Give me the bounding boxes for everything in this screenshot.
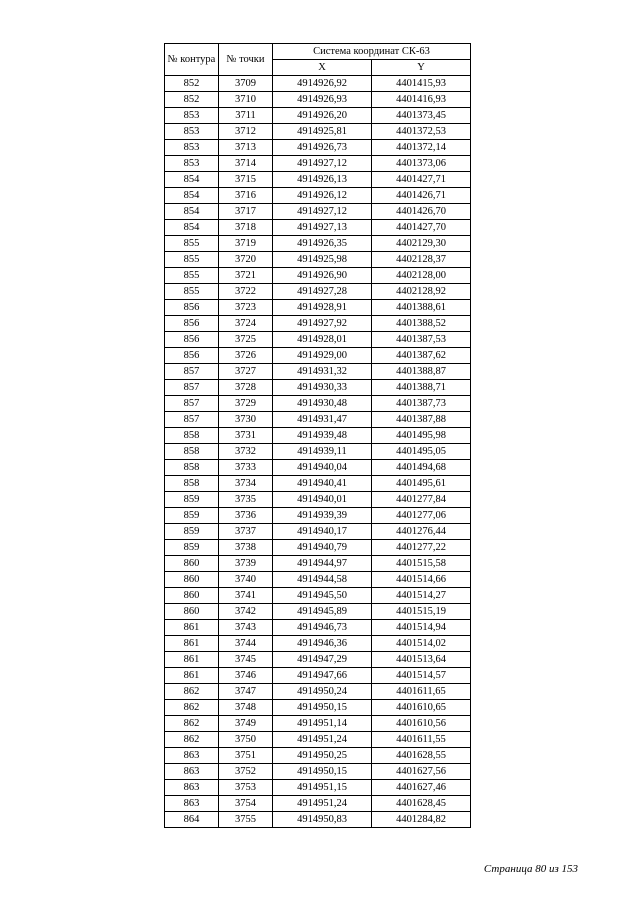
cell-x: 4914926,90 — [273, 268, 372, 284]
cell-y: 4401416,93 — [372, 92, 471, 108]
cell-point-number: 3711 — [219, 108, 273, 124]
cell-x: 4914950,25 — [273, 748, 372, 764]
cell-point-number: 3734 — [219, 476, 273, 492]
cell-y: 4401387,88 — [372, 412, 471, 428]
cell-x: 4914926,13 — [273, 172, 372, 188]
cell-x: 4914927,13 — [273, 220, 372, 236]
cell-point-number: 3719 — [219, 236, 273, 252]
cell-point-number: 3725 — [219, 332, 273, 348]
cell-y: 4401387,73 — [372, 396, 471, 412]
cell-x: 4914925,81 — [273, 124, 372, 140]
table-row — [165, 156, 471, 172]
cell-contour-number: 858 — [165, 476, 219, 492]
cell-contour-number: 854 — [165, 220, 219, 236]
table-row — [165, 524, 471, 540]
cell-y: 4401277,06 — [372, 508, 471, 524]
header-contour-number: № контура — [165, 44, 219, 76]
cell-contour-number: 854 — [165, 172, 219, 188]
cell-y: 4401388,87 — [372, 364, 471, 380]
cell-y: 4401514,27 — [372, 588, 471, 604]
cell-point-number: 3717 — [219, 204, 273, 220]
table-row — [165, 396, 471, 412]
cell-y: 4401388,61 — [372, 300, 471, 316]
cell-point-number: 3744 — [219, 636, 273, 652]
cell-x: 4914944,58 — [273, 572, 372, 588]
cell-contour-number: 859 — [165, 508, 219, 524]
cell-contour-number: 858 — [165, 460, 219, 476]
cell-x: 4914950,15 — [273, 764, 372, 780]
table-row — [165, 492, 471, 508]
cell-y: 4401610,65 — [372, 700, 471, 716]
cell-point-number: 3736 — [219, 508, 273, 524]
cell-contour-number: 863 — [165, 748, 219, 764]
table-row — [165, 604, 471, 620]
cell-y: 4401514,02 — [372, 636, 471, 652]
cell-x: 4914946,36 — [273, 636, 372, 652]
table-row — [165, 252, 471, 268]
cell-contour-number: 858 — [165, 444, 219, 460]
cell-x: 4914929,00 — [273, 348, 372, 364]
table-row — [165, 332, 471, 348]
table-row — [165, 124, 471, 140]
table-row — [165, 284, 471, 300]
cell-point-number: 3735 — [219, 492, 273, 508]
cell-contour-number: 856 — [165, 348, 219, 364]
cell-y: 4401628,45 — [372, 796, 471, 812]
cell-x: 4914928,91 — [273, 300, 372, 316]
table-row — [165, 268, 471, 284]
table-row — [165, 748, 471, 764]
cell-contour-number: 863 — [165, 796, 219, 812]
cell-y: 4401495,05 — [372, 444, 471, 460]
cell-x: 4914939,11 — [273, 444, 372, 460]
cell-y: 4401627,56 — [372, 764, 471, 780]
cell-point-number: 3718 — [219, 220, 273, 236]
cell-x: 4914926,35 — [273, 236, 372, 252]
cell-contour-number: 853 — [165, 108, 219, 124]
cell-point-number: 3723 — [219, 300, 273, 316]
cell-y: 4401515,19 — [372, 604, 471, 620]
table-row — [165, 300, 471, 316]
cell-x: 4914939,39 — [273, 508, 372, 524]
cell-x: 4914926,92 — [273, 76, 372, 92]
cell-point-number: 3712 — [219, 124, 273, 140]
cell-point-number: 3732 — [219, 444, 273, 460]
cell-x: 4914931,32 — [273, 364, 372, 380]
cell-y: 4401373,06 — [372, 156, 471, 172]
cell-contour-number: 861 — [165, 636, 219, 652]
cell-y: 4401372,53 — [372, 124, 471, 140]
table-row — [165, 220, 471, 236]
cell-x: 4914945,89 — [273, 604, 372, 620]
cell-x: 4914927,12 — [273, 204, 372, 220]
table-row — [165, 540, 471, 556]
cell-contour-number: 856 — [165, 332, 219, 348]
cell-contour-number: 862 — [165, 716, 219, 732]
cell-contour-number: 857 — [165, 412, 219, 428]
cell-contour-number: 864 — [165, 812, 219, 828]
cell-point-number: 3751 — [219, 748, 273, 764]
cell-x: 4914931,47 — [273, 412, 372, 428]
cell-y: 4401627,46 — [372, 780, 471, 796]
cell-y: 4401277,22 — [372, 540, 471, 556]
cell-contour-number: 852 — [165, 92, 219, 108]
table-row — [165, 716, 471, 732]
cell-contour-number: 862 — [165, 684, 219, 700]
cell-y: 4401387,53 — [372, 332, 471, 348]
cell-contour-number: 853 — [165, 156, 219, 172]
table-row — [165, 348, 471, 364]
cell-y: 4401610,56 — [372, 716, 471, 732]
table-row — [165, 668, 471, 684]
cell-y: 4401388,71 — [372, 380, 471, 396]
table-row — [165, 188, 471, 204]
cell-point-number: 3747 — [219, 684, 273, 700]
cell-y: 4401494,68 — [372, 460, 471, 476]
cell-contour-number: 861 — [165, 652, 219, 668]
cell-contour-number: 854 — [165, 188, 219, 204]
cell-point-number: 3720 — [219, 252, 273, 268]
cell-point-number: 3724 — [219, 316, 273, 332]
cell-point-number: 3749 — [219, 716, 273, 732]
cell-x: 4914926,73 — [273, 140, 372, 156]
cell-x: 4914951,15 — [273, 780, 372, 796]
cell-y: 4401426,70 — [372, 204, 471, 220]
cell-y: 4401628,55 — [372, 748, 471, 764]
cell-y: 4401495,98 — [372, 428, 471, 444]
cell-point-number: 3743 — [219, 620, 273, 636]
cell-contour-number: 859 — [165, 540, 219, 556]
table-row — [165, 588, 471, 604]
cell-x: 4914951,14 — [273, 716, 372, 732]
cell-contour-number: 860 — [165, 556, 219, 572]
header-x: X — [273, 60, 372, 76]
cell-x: 4914926,12 — [273, 188, 372, 204]
cell-x: 4914930,48 — [273, 396, 372, 412]
table-row — [165, 812, 471, 828]
cell-point-number: 3739 — [219, 556, 273, 572]
cell-point-number: 3750 — [219, 732, 273, 748]
table-row — [165, 412, 471, 428]
cell-point-number: 3714 — [219, 156, 273, 172]
table-row — [165, 796, 471, 812]
header-coordinate-system: Система координат СК-63 — [273, 44, 471, 60]
table-row — [165, 140, 471, 156]
cell-point-number: 3752 — [219, 764, 273, 780]
cell-y: 4402128,00 — [372, 268, 471, 284]
cell-x: 4914925,98 — [273, 252, 372, 268]
cell-y: 4401427,70 — [372, 220, 471, 236]
table-row — [165, 652, 471, 668]
cell-point-number: 3715 — [219, 172, 273, 188]
table-row — [165, 444, 471, 460]
table-row — [165, 204, 471, 220]
cell-contour-number: 855 — [165, 268, 219, 284]
table-row — [165, 428, 471, 444]
cell-point-number: 3716 — [219, 188, 273, 204]
cell-x: 4914930,33 — [273, 380, 372, 396]
cell-x: 4914947,66 — [273, 668, 372, 684]
table-row — [165, 364, 471, 380]
cell-y: 4401514,57 — [372, 668, 471, 684]
cell-point-number: 3742 — [219, 604, 273, 620]
cell-x: 4914927,12 — [273, 156, 372, 172]
cell-point-number: 3741 — [219, 588, 273, 604]
cell-y: 4401372,14 — [372, 140, 471, 156]
cell-point-number: 3748 — [219, 700, 273, 716]
cell-point-number: 3728 — [219, 380, 273, 396]
cell-point-number: 3730 — [219, 412, 273, 428]
cell-x: 4914950,24 — [273, 684, 372, 700]
cell-x: 4914940,79 — [273, 540, 372, 556]
table-row — [165, 556, 471, 572]
cell-contour-number: 861 — [165, 668, 219, 684]
cell-point-number: 3709 — [219, 76, 273, 92]
cell-x: 4914927,28 — [273, 284, 372, 300]
table-row — [165, 636, 471, 652]
cell-x: 4914939,48 — [273, 428, 372, 444]
cell-x: 4914950,15 — [273, 700, 372, 716]
cell-point-number: 3738 — [219, 540, 273, 556]
cell-contour-number: 862 — [165, 732, 219, 748]
cell-x: 4914951,24 — [273, 732, 372, 748]
cell-y: 4401388,52 — [372, 316, 471, 332]
cell-y: 4401426,71 — [372, 188, 471, 204]
cell-contour-number: 857 — [165, 396, 219, 412]
cell-contour-number: 854 — [165, 204, 219, 220]
cell-y: 4401427,71 — [372, 172, 471, 188]
cell-contour-number: 855 — [165, 236, 219, 252]
cell-x: 4914950,83 — [273, 812, 372, 828]
cell-x: 4914947,29 — [273, 652, 372, 668]
cell-y: 4401611,65 — [372, 684, 471, 700]
cell-contour-number: 862 — [165, 700, 219, 716]
cell-y: 4401515,58 — [372, 556, 471, 572]
cell-x: 4914946,73 — [273, 620, 372, 636]
header-y: Y — [372, 60, 471, 76]
header-point-number: № точки — [219, 44, 273, 76]
page-number-footer: Страница 80 из 153 — [483, 863, 578, 875]
cell-y: 4401276,44 — [372, 524, 471, 540]
cell-point-number: 3737 — [219, 524, 273, 540]
table-row — [165, 684, 471, 700]
table-row — [165, 700, 471, 716]
cell-y: 4401611,55 — [372, 732, 471, 748]
table-row — [165, 172, 471, 188]
cell-point-number: 3753 — [219, 780, 273, 796]
cell-y: 4401514,94 — [372, 620, 471, 636]
cell-y: 4401514,66 — [372, 572, 471, 588]
table-row — [165, 780, 471, 796]
table-row — [165, 620, 471, 636]
cell-y: 4402128,37 — [372, 252, 471, 268]
cell-y: 4401495,61 — [372, 476, 471, 492]
cell-point-number: 3726 — [219, 348, 273, 364]
table-header — [165, 44, 471, 76]
cell-point-number: 3740 — [219, 572, 273, 588]
cell-contour-number: 860 — [165, 572, 219, 588]
cell-contour-number: 863 — [165, 764, 219, 780]
cell-x: 4914951,24 — [273, 796, 372, 812]
cell-point-number: 3713 — [219, 140, 273, 156]
cell-contour-number: 860 — [165, 588, 219, 604]
cell-x: 4914944,97 — [273, 556, 372, 572]
cell-x: 4914927,92 — [273, 316, 372, 332]
cell-x: 4914926,93 — [273, 92, 372, 108]
table-row — [165, 76, 471, 92]
table-row — [165, 508, 471, 524]
table-row — [165, 108, 471, 124]
table-row — [165, 476, 471, 492]
cell-contour-number: 857 — [165, 364, 219, 380]
cell-x: 4914928,01 — [273, 332, 372, 348]
cell-point-number: 3745 — [219, 652, 273, 668]
cell-x: 4914926,20 — [273, 108, 372, 124]
cell-x: 4914940,17 — [273, 524, 372, 540]
cell-contour-number: 861 — [165, 620, 219, 636]
table-row — [165, 316, 471, 332]
cell-y: 4401373,45 — [372, 108, 471, 124]
cell-point-number: 3746 — [219, 668, 273, 684]
cell-y: 4402128,92 — [372, 284, 471, 300]
cell-contour-number: 857 — [165, 380, 219, 396]
table-row — [165, 572, 471, 588]
cell-x: 4914945,50 — [273, 588, 372, 604]
cell-y: 4401513,64 — [372, 652, 471, 668]
coordinates-table — [164, 43, 471, 828]
table-row — [165, 92, 471, 108]
cell-y: 4401415,93 — [372, 76, 471, 92]
table-row — [165, 460, 471, 476]
cell-point-number: 3754 — [219, 796, 273, 812]
cell-y: 4401387,62 — [372, 348, 471, 364]
table-body — [165, 76, 471, 828]
table-row — [165, 732, 471, 748]
cell-point-number: 3733 — [219, 460, 273, 476]
cell-contour-number: 852 — [165, 76, 219, 92]
cell-contour-number: 853 — [165, 124, 219, 140]
cell-point-number: 3710 — [219, 92, 273, 108]
cell-point-number: 3731 — [219, 428, 273, 444]
cell-point-number: 3722 — [219, 284, 273, 300]
table-row — [165, 380, 471, 396]
cell-x: 4914940,01 — [273, 492, 372, 508]
table-row — [165, 236, 471, 252]
cell-point-number: 3729 — [219, 396, 273, 412]
cell-contour-number: 859 — [165, 492, 219, 508]
cell-point-number: 3755 — [219, 812, 273, 828]
cell-y: 4402129,30 — [372, 236, 471, 252]
cell-contour-number: 856 — [165, 300, 219, 316]
cell-y: 4401284,82 — [372, 812, 471, 828]
cell-x: 4914940,04 — [273, 460, 372, 476]
cell-contour-number: 855 — [165, 252, 219, 268]
cell-contour-number: 860 — [165, 604, 219, 620]
cell-contour-number: 863 — [165, 780, 219, 796]
cell-contour-number: 855 — [165, 284, 219, 300]
cell-contour-number: 858 — [165, 428, 219, 444]
cell-point-number: 3721 — [219, 268, 273, 284]
cell-y: 4401277,84 — [372, 492, 471, 508]
cell-contour-number: 856 — [165, 316, 219, 332]
cell-x: 4914940,41 — [273, 476, 372, 492]
table-row — [165, 764, 471, 780]
cell-point-number: 3727 — [219, 364, 273, 380]
cell-contour-number: 859 — [165, 524, 219, 540]
cell-contour-number: 853 — [165, 140, 219, 156]
